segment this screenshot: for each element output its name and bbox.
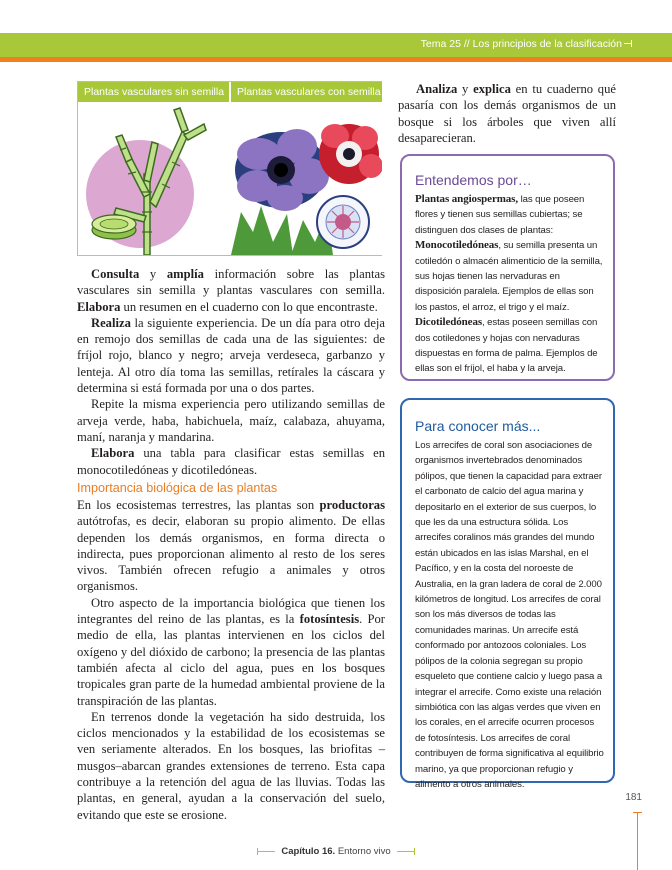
text-run: y (139, 267, 167, 281)
page-number: 181 (625, 792, 642, 803)
paragraph-productoras (77, 497, 385, 595)
paragraph-repite (77, 396, 385, 445)
text-run: una tabla para clasificar estas semillas en monocotiledóneas y dicotiledóneas. (77, 446, 385, 477)
bold-term: productoras (319, 498, 385, 512)
topic-header: Tema 25 // Los principios de la clasificación (420, 38, 622, 50)
bold-term: Dicotiledóneas (415, 316, 483, 329)
footer-rule-left (257, 851, 275, 852)
bold-term: Monocotiledóneas (415, 239, 499, 252)
bold-term: Realiza (91, 315, 131, 330)
definition-box-text (415, 192, 604, 377)
bold-term: Elabora (77, 299, 121, 314)
chapter-footer (0, 846, 672, 857)
text-run: la siguiente experiencia. De un día para otro deja en remojo dos semillas de cada una de las siguientes: de fríjol rojo, blanco y negro; arveja verdeseca, garbanzo y lenteja. Al otro día toma las semillas, retírales la cáscara y determina si está formada por una o dos partes. (77, 315, 385, 396)
text-run: . Por medio de ella, las plantas intervienen en los ciclos del oxígeno y del dióxido de carbono; la presencia de las plantas también afecta al ciclo del agua, pues en los bosques tropicales gran parte de la humedad ambiental proviene de la transpiración de las plantas. (77, 612, 385, 708)
more-info-box-title: Para conocer más... (415, 418, 541, 434)
text-run: Otro aspecto de la importancia biológica que tienen los integrantes del reino de las plantas, es la (77, 595, 385, 627)
footer-chapter-title: Entorno vivo (337, 846, 391, 857)
activities-block (77, 266, 385, 478)
footer-rule-right (397, 851, 415, 852)
header-stripe (0, 57, 672, 62)
text-run: , su semilla presenta un cotiledón o almacén alimenticio de la semilla, sus hojas tienen las nervaduras en disposición paralela. Ejemplos de ellas son los pastos, el arroz, el trigo y el maíz. (415, 240, 603, 313)
text-run: En los ecosistemas terrestres, las plantas son (77, 498, 320, 512)
text-run: , estas poseen semillas con dos cotiledones y hojas con nervaduras dispuestas en forma de palma. Ejemplos de ellas son el fríjol, el haba y la arveja. (415, 317, 598, 375)
text-run: las que poseen flores y tienen sus semillas cubiertas; se distinguen dos clases de plantas: (415, 194, 585, 236)
bold-term: explica (473, 82, 511, 96)
bold-term: amplía (166, 267, 204, 281)
section-title: Importancia biológica de las plantas (77, 481, 278, 495)
figure-label-seed: Plantas vasculares con semilla (231, 82, 382, 102)
bold-term: Analiza (416, 82, 458, 96)
bold-term: Plantas angiospermas, (415, 193, 519, 205)
plants-figure (77, 81, 382, 256)
paragraph-consulta (77, 266, 385, 315)
more-info-box (400, 398, 615, 790)
bold-term: Consulta (91, 267, 140, 281)
text-run: En terrenos donde la vegetación ha sido destruida, los ciclos mencionados y la estabilidad de los ecosistemas se ven seriamente alterados. En los bosques, las briofitas –musgos–abarcan grandes extensiones de terreno. Esta capa contribuye a la retención del agua de las lluvias. Todas las plantas, en general, ayudan a la conservación del suelo, evitando que este se erosione. (77, 709, 385, 822)
horsetail-illustration (78, 102, 229, 255)
text-run: y (457, 82, 474, 96)
analiza-activity (398, 81, 616, 146)
definition-box (400, 154, 615, 381)
paragraph-realiza (77, 315, 385, 396)
text-run: un resumen en el cuaderno con lo que encontraste. (120, 299, 378, 314)
anemone-illustration (231, 102, 382, 255)
paragraph-fotosintesis (77, 595, 385, 709)
definition-box-title: Entendemos por… (415, 172, 532, 188)
text-run: en tu cuaderno qué pasaría con los demás organismos de un bosque si los árboles que viven allí desaparecieran. (398, 82, 616, 145)
page-side-ornament (637, 812, 638, 870)
bold-term: fotosíntesis (299, 612, 360, 627)
text-run: autótrofas, es decir, elaboran su propio alimento. De ellas dependen los demás organismos, en forma directa o indirecta, pues proporcionan alimento al resto de los seres vivos. También ofrecen refugio a animales y otros organismos. (77, 514, 385, 594)
more-info-box-text (415, 438, 604, 792)
paragraph-elabora (77, 445, 385, 478)
importance-block (77, 497, 385, 823)
text-run: Repite la misma experiencia pero utilizando semillas de arveja verde, haba, habichuela, maíz, calabaza, ahuyama, maní, naranja y mandarina. (77, 397, 385, 444)
header-ornament (624, 43, 632, 44)
bold-term: Elabora (91, 446, 135, 461)
footer-chapter-label: Capítulo 16. (281, 846, 336, 857)
text-run: información sobre las plantas vasculares sin semilla y plantas vasculares con semilla. (77, 267, 385, 298)
paragraph-terrenos (77, 709, 385, 823)
text-run: Los arrecifes de coral son asociaciones de organismos invertebrados denominados pólipos, que tienen la capacidad para extraer el carbonato de calcio del agua marina y depositarlo en el exterior de sus cuerpos, lo que les da una estructura sólida. Los arrecifes coralinos más grandes del mundo están ubicados en las islas Marshal, en el Pacífico, y en la costa del noroeste de Australia, en la gran ladera de coral de 2.000 kilómetros de longitud. Los arrecifes de coral son los más diversos de todas las comunidades marinas. Un arrecife está conformado por antozoos coloniales. Los pólipos de la colonia segregan su propio esqueleto que contiene calcio y luego pasa a integrar el arrecife. Como existe una relación simbiótica con las algas verdes que viven en los corales, en el arrecife ocurren procesos de fotosíntesis. Los arrecifes de coral contribuyen de forma significativa al equilibrio marino, ya que proporcionan refugio y alimento a otros animales. (415, 440, 604, 790)
figure-label-seedless: Plantas vasculares sin semilla (78, 82, 229, 102)
